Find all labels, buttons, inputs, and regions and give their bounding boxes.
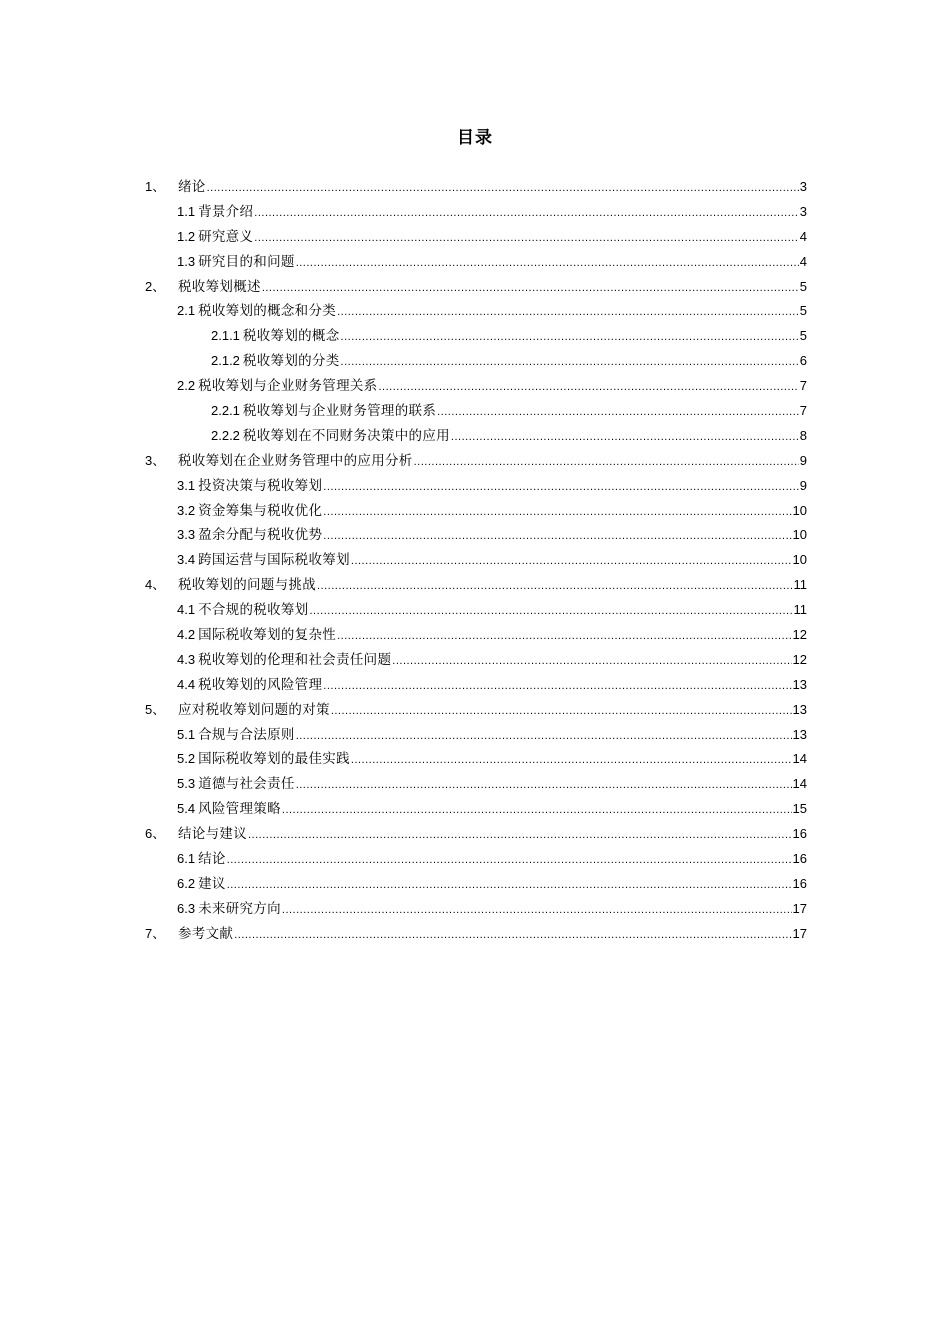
- toc-entry-number: 3.1: [177, 477, 196, 493]
- toc-entry-page-number: 5: [799, 278, 807, 294]
- toc-entry-number: 5.3: [177, 776, 196, 792]
- toc-dot-leader: [437, 400, 799, 425]
- toc-entry-level-2[interactable]: [145, 897, 807, 922]
- toc-entry-title: 税收筹划与企业财务管理的联系: [242, 403, 437, 420]
- toc-dot-leader: [414, 450, 799, 475]
- toc-entry-title: 不合规的税收筹划: [198, 602, 309, 619]
- toc-dot-leader: [227, 873, 792, 898]
- toc-entry-title: 投资决策与税收筹划: [198, 477, 323, 494]
- toc-entry-title: 跨国运营与国际税收筹划: [198, 552, 350, 569]
- toc-entry-level-1[interactable]: [145, 175, 807, 200]
- toc-dot-leader: [296, 251, 799, 276]
- toc-entry-title: 参考文献: [178, 925, 234, 942]
- toc-dot-leader: [341, 350, 799, 375]
- toc-entry-number: 6、: [145, 826, 166, 842]
- toc-entry-page-number: 12: [792, 627, 807, 643]
- toc-entry-number: 4、: [145, 577, 166, 593]
- toc-dot-leader: [254, 226, 798, 251]
- toc-entry-number: 2.2: [177, 378, 196, 394]
- toc-dot-leader: [207, 176, 799, 201]
- toc-entry-level-2[interactable]: [145, 499, 807, 524]
- toc-entry-page-number: 12: [792, 651, 807, 667]
- toc-entry-title: 合规与合法原则: [198, 726, 295, 743]
- toc-entry-page-number: 16: [792, 851, 807, 867]
- toc-entry-number: 3.2: [177, 502, 196, 518]
- toc-dot-leader: [337, 300, 799, 325]
- toc-entry-level-2[interactable]: [145, 225, 807, 250]
- toc-entry-level-2[interactable]: [145, 548, 807, 573]
- toc-entry-title: 建议: [198, 875, 226, 892]
- toc-entry-number: 2.2.1: [211, 403, 240, 419]
- toc-dot-leader: [282, 798, 792, 823]
- toc-entry-page-number: 3: [799, 203, 807, 219]
- toc-dot-leader: [282, 898, 792, 923]
- toc-entry-level-2[interactable]: [145, 523, 807, 548]
- toc-entry-number: 2.1.2: [211, 353, 240, 369]
- toc-dot-leader: [341, 325, 799, 350]
- toc-entry-number: 1、: [145, 179, 166, 194]
- toc-entry-page-number: 11: [793, 602, 807, 618]
- toc-entry-page-number: 6: [799, 353, 807, 369]
- toc-entry-title: 税收筹划的概念: [242, 328, 340, 345]
- toc-dot-leader: [317, 574, 793, 599]
- toc-entry-level-1[interactable]: [145, 922, 807, 947]
- toc-entry-title: 税收筹划的风险管理: [198, 676, 323, 693]
- toc-entry-number: 5.4: [177, 801, 196, 817]
- toc-dot-leader: [392, 649, 791, 674]
- toc-dot-leader: [351, 748, 792, 773]
- toc-dot-leader: [227, 848, 792, 873]
- toc-entry-level-2[interactable]: [145, 474, 807, 499]
- toc-entry-number: 3、: [145, 452, 166, 468]
- toc-entry-number: 1.3: [177, 253, 196, 269]
- toc-entry-title: 研究目的和问题: [198, 253, 295, 270]
- toc-entry-page-number: 16: [792, 826, 807, 842]
- toc-entry-level-2[interactable]: [145, 872, 807, 897]
- toc-entry-title: 资金筹集与税收优化: [198, 502, 323, 519]
- toc-entry-number: 1.2: [177, 228, 196, 244]
- toc-entry-title: 国际税收筹划的复杂性: [198, 627, 337, 644]
- toc-entry-title: 背景介绍: [198, 203, 254, 220]
- toc-entry-title: 税收筹划在企业财务管理中的应用分析: [178, 452, 413, 469]
- toc-dot-leader: [234, 923, 791, 948]
- toc-entry-title: 税收筹划的伦理和社会责任问题: [198, 651, 392, 668]
- toc-entry-page-number: 17: [792, 925, 807, 941]
- toc-entry-title: 税收筹划与企业财务管理关系: [198, 378, 378, 395]
- toc-entry-number: 7、: [145, 925, 166, 941]
- toc-entry-level-2[interactable]: [145, 797, 807, 822]
- toc-entry-title: 应对税收筹划问题的对策: [178, 701, 330, 718]
- toc-entry-level-2[interactable]: [145, 772, 807, 797]
- toc-entry-number: 5.2: [177, 751, 196, 767]
- toc-entry-page-number: 11: [793, 577, 807, 593]
- toc-entry-title: 税收筹划的分类: [242, 353, 340, 370]
- toc-entry-level-1[interactable]: [145, 275, 807, 300]
- toc-dot-leader: [451, 425, 799, 450]
- toc-entry-title: 税收筹划的问题与挑战: [178, 577, 316, 594]
- toc-entry-number: 6.2: [177, 875, 196, 891]
- toc-dot-leader: [323, 674, 791, 699]
- toc-dot-leader: [309, 599, 792, 624]
- toc-entry-title: 风险管理策略: [198, 801, 281, 818]
- toc-entry-page-number: 7: [799, 403, 807, 419]
- toc-dot-leader: [351, 549, 792, 574]
- toc-entry-title: 未来研究方向: [198, 900, 281, 917]
- toc-entry-level-2[interactable]: [145, 299, 807, 324]
- toc-entry-page-number: 5: [799, 328, 807, 344]
- toc-entry-level-2[interactable]: [145, 374, 807, 399]
- toc-entry-page-number: 13: [792, 726, 807, 742]
- toc-entry-page-number: 13: [792, 701, 807, 717]
- toc-entry-level-2[interactable]: [145, 250, 807, 275]
- toc-dot-leader: [254, 201, 798, 226]
- toc-dot-leader: [378, 375, 798, 400]
- toc-entry-level-3[interactable]: [145, 424, 807, 449]
- toc-entry-level-1[interactable]: [145, 449, 807, 474]
- toc-entry-title: 税收筹划的概念和分类: [198, 303, 337, 320]
- toc-entry-page-number: 16: [792, 875, 807, 891]
- toc-entry-number: 4.4: [177, 676, 196, 692]
- toc-entry-number: 3.4: [177, 552, 196, 568]
- toc-entry-page-number: 10: [792, 502, 807, 518]
- toc-entry-level-2[interactable]: [145, 623, 807, 648]
- page-title: 目录: [457, 128, 493, 148]
- toc-entry-page-number: 9: [799, 477, 807, 493]
- toc-entry-title: 道德与社会责任: [198, 776, 295, 793]
- toc-entry-level-1[interactable]: [145, 573, 807, 598]
- toc-entry-level-2[interactable]: [145, 723, 807, 748]
- toc-entry-title: 结论: [198, 851, 226, 868]
- toc-dot-leader: [248, 823, 792, 848]
- toc-entry-number: 1.1: [177, 203, 196, 219]
- toc-entry-page-number: 10: [792, 552, 807, 568]
- toc-entry-number: 6.3: [177, 900, 196, 916]
- toc-entry-page-number: 17: [792, 900, 807, 916]
- toc-entry-level-2[interactable]: [145, 200, 807, 225]
- toc-dot-leader: [323, 500, 791, 525]
- toc-entry-level-3[interactable]: [145, 349, 807, 374]
- toc-entry-page-number: 14: [792, 776, 807, 792]
- table-of-contents: [145, 175, 807, 947]
- toc-entry-page-number: 14: [792, 751, 807, 767]
- toc-entry-page-number: 4: [799, 253, 807, 269]
- toc-entry-level-3[interactable]: [145, 399, 807, 424]
- toc-entry-number: 5、: [145, 701, 166, 717]
- toc-dot-leader: [262, 276, 799, 301]
- toc-entry-number: 3.3: [177, 527, 196, 543]
- toc-entry-level-2[interactable]: [145, 598, 807, 623]
- toc-entry-level-2[interactable]: [145, 648, 807, 673]
- toc-entry-level-3[interactable]: [145, 324, 807, 349]
- toc-dot-leader: [323, 524, 791, 549]
- toc-entry-number: 2、: [145, 278, 166, 294]
- toc-dot-leader: [323, 475, 798, 500]
- toc-entry-page-number: 9: [799, 452, 807, 468]
- toc-entry-title: 税收筹划在不同财务决策中的应用: [242, 427, 450, 444]
- toc-entry-page-number: 15: [792, 801, 807, 817]
- toc-dot-leader: [331, 699, 792, 724]
- toc-dot-leader: [337, 624, 791, 649]
- toc-entry-title: 税收筹划概述: [178, 278, 261, 295]
- toc-entry-title: 国际税收筹划的最佳实践: [198, 751, 350, 768]
- toc-entry-page-number: 4: [799, 228, 807, 244]
- toc-entry-number: 4.1: [177, 602, 196, 618]
- toc-entry-level-2[interactable]: [145, 673, 807, 698]
- toc-dot-leader: [296, 724, 792, 749]
- toc-entry-number: 6.1: [177, 851, 196, 867]
- toc-entry-number: 2.1.1: [211, 328, 240, 344]
- toc-dot-leader: [296, 773, 792, 798]
- toc-entry-page-number: 3: [799, 179, 807, 194]
- toc-entry-page-number: 10: [792, 527, 807, 543]
- toc-entry-page-number: 8: [799, 427, 807, 443]
- toc-entry-page-number: 5: [799, 303, 807, 319]
- toc-entry-page-number: 7: [799, 378, 807, 394]
- toc-entry-title: 盈余分配与税收优势: [198, 527, 323, 544]
- toc-entry-number: 4.2: [177, 627, 196, 643]
- toc-entry-level-2[interactable]: [145, 747, 807, 772]
- toc-entry-level-1[interactable]: [145, 822, 807, 847]
- toc-entry-title: 结论与建议: [178, 826, 247, 843]
- toc-entry-level-2[interactable]: [145, 847, 807, 872]
- toc-entry-level-1[interactable]: [145, 698, 807, 723]
- toc-entry-page-number: 13: [792, 676, 807, 692]
- toc-entry-number: 5.1: [177, 726, 196, 742]
- toc-entry-title: 绪论: [178, 179, 206, 195]
- toc-entry-number: 2.2.2: [211, 427, 240, 443]
- toc-entry-number: 4.3: [177, 651, 196, 667]
- toc-entry-number: 2.1: [177, 303, 196, 319]
- toc-entry-title: 研究意义: [198, 228, 254, 245]
